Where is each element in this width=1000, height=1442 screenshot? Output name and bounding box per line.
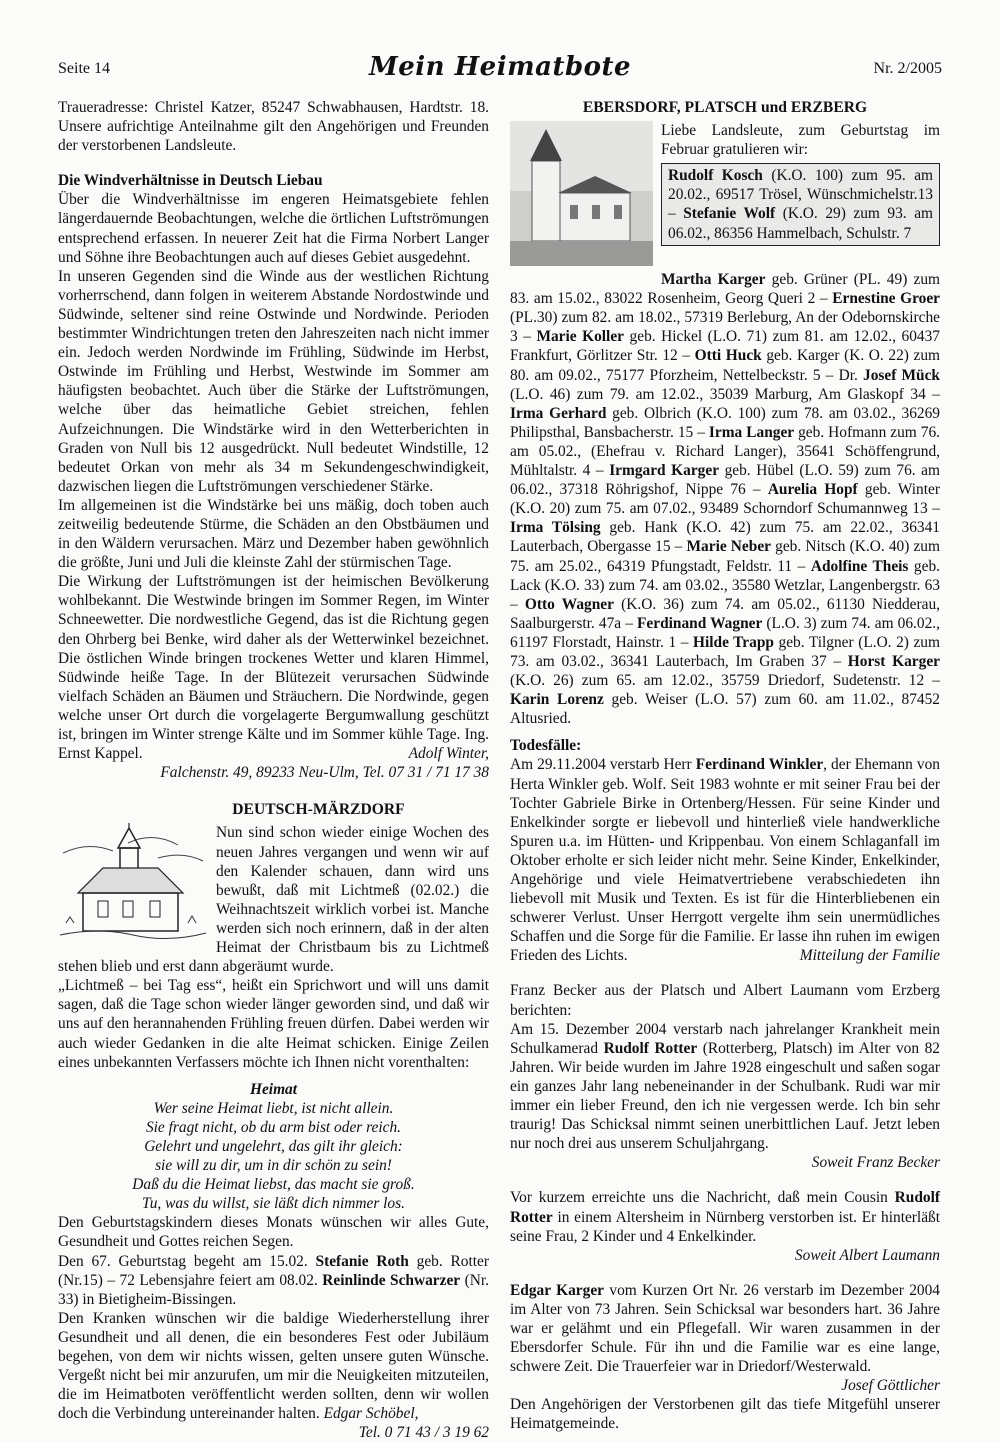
poem-line: Sie fragt nicht, ob du arm bist oder reich. xyxy=(145,1118,402,1136)
person-name: Josef Mück xyxy=(863,366,940,384)
wind-paragraph: In unseren Gegenden sind die Winde aus der westlichen Richtung vorherrschend, dann folgen in weiterem Abstande Nordostwinde und Südwinde, seltener sind reine Ostwinde und Nordwinde. Perioden bestimmter Windrichtungen treten den Jahreszeiten nach nicht immer ein. Jedoch werden Nordwinde im Frühling, Südwinde im Herbst, Ostwinde im Frühling und Herbst, Westwinde im Sommer am häufigsten beobachtet. Auch über die Stärke der Luftströmungen, welche über das heimatliche Gebiet streichen, fehlen Aufzeichnungen. Die Windstärke wird in den Wetterberichten in Graden von Null bis 12 ausgedrückt. Null bedeutet Windstille, 12 bedeutet Orkan von mehr als 34 m Sekundengeschwindigkeit, dazwischen liegen die Luftströmungen verschiedener Stärke. xyxy=(58,267,489,495)
person-name: Ferdinand Wagner xyxy=(637,614,763,632)
birthday-details: geb. Hofmann zum 76. am 05.02., (Ehefrau v. Richard Langer), 35641 Schöffengrund, Mühltalstr. 4 – xyxy=(510,423,940,480)
wind-paragraph: Im allgemeinen ist die Windstärke bei uns mäßig, doch toben auch zeitweilig bedeutende Stürme, die Schäden an den Obstbäumen und in den Wäldern verursachen. März und Dezember haben gewöhnlich die größte, Juni und Juli die kleinste Zahl der stürmischen Tage. xyxy=(58,496,489,572)
maerzdorf-paragraph: Den Kranken wünschen wir die baldige Wiederherstellung ihrer Gesundheit und all denen, die ein besonderes Fest oder Jubiläum begehen, von dem wir nichts wissen, gelten unsere guten Wünsche. Vergeßt nicht bei mir anzurufen, um mir die Neuigkeiten mitzuteilen, die im Heimatboten veröffentlicht werden sollten, denn wir wollen doch die Verbindung untereinander halten. Edgar Schöbel, xyxy=(58,1309,489,1423)
birthday-details: geb. Hank (K.O. 42) zum 75. am 22.02., 36341 Lauterbach, Obergasse 15 – xyxy=(510,519,940,556)
person-name: Marie Neber xyxy=(686,538,771,556)
death-notice-signature: Soweit Albert Laumann xyxy=(794,1246,940,1264)
person-name: Stefanie Roth xyxy=(315,1252,409,1270)
person-name: Rudolf Rotter xyxy=(603,1039,698,1057)
birthday-details: geb. Hübel (L.O. 59) zum 76. am 06.02., 37318 Röhrigshof, Nippe 76 – xyxy=(510,462,940,499)
person-name: Irma Langer xyxy=(708,423,795,441)
person-name: Martha Karger xyxy=(661,271,766,289)
church-photo-image xyxy=(510,121,653,266)
condolence-note: Den Angehörigen der Verstorbenen gilt das tiefe Mitgefühl unserer Heimatgemeinde. xyxy=(510,1396,940,1433)
church-sketch-image xyxy=(58,823,208,941)
birthday-details: geb. Karger (K. O. 22) zum 80. am 09.02., 75177 Pforzheim, Nettelbeckstr. 5 – Dr. xyxy=(510,347,940,384)
birthday-details: geb. Tilgner (L.O. 2) zum 73. am 03.02., 36341 Lauterbach, Im Graben 37 – xyxy=(510,633,940,670)
death-notice: Am 15. Dezember 2004 verstarb nach jahrelanger Krankheit mein Schulkamerad Rudolf Rotter (Rotterberg, Platsch) im Alter von 82 Jahren. Wir beide wurden im Jahre 1928 eingeschult und saßen sogar ein ganzes Jahr lang nebeneinander in der Schulbank. Rudi war mir immer ein lieber Freund, den ich nie vergessen werde. Ich bin sehr traurig! Das Schicksal nimmt seinen unerbittlichen Lauf. Jetzt leben nur noch drei aus unserem Schuljahrgang. xyxy=(510,1020,940,1153)
maerzdorf-paragraph: Nun sind schon wieder einige Wochen des neuen Jahres vergangen und wenn wir auf den Kalender schauen, dann wird uns bewußt, daß mit Lichtmeß (02.02.) die Weihnachtszeit wirklich vorbei ist. Manche werden sich noch erinnern, daß in der alten Heimat der Christbaum bis zu Lichtmeß stehen blieb und erst dann abgeräumt wurde. xyxy=(58,824,489,976)
issue-number: Nr. 2/2005 xyxy=(873,60,942,77)
poem-line: Daß du die Heimat liebst, das macht sie groß. xyxy=(132,1176,415,1194)
maerzdorf-paragraph: „Lichtmeß – bei Tag ess“, heißt ein Sprichwort und will uns damit sagen, daß die Tage schon wieder länger geworden sind, und daß wir uns auf den herannahenden Frühling freuen dürfen. Dabei werden wir auch wieder Gedanken in die alte Heimat schicken. Einige Zeilen eines unbekannten Verfassers möchte ich Ihnen nicht vorenthalten: xyxy=(58,977,489,1071)
person-name: Adolfine Theis xyxy=(810,557,909,575)
birthday-details: (K.O. 36) zum 74. am 05.02., 61130 Niedderau, Saalburgerstr. 47a – xyxy=(510,595,940,632)
person-name: Irmgard Karger xyxy=(609,462,720,480)
page-header xyxy=(58,52,942,92)
right-column xyxy=(510,98,940,1434)
person-name: Reinlinde Schwarzer xyxy=(322,1271,461,1289)
person-name: Edgar Karger xyxy=(510,1281,604,1299)
birthday-details: (K.O. 26) zum 65. am 12.02., 35759 Driedorf, Sudetenstr. 12 – xyxy=(510,672,940,690)
highlighted-birthday-box: Rudolf Kosch (K.O. 100) zum 95. am 20.02., 69517 Trösel, Wünschmichelstr.13 – Stefanie Wolf (K.O. 29) zum 93. am 06.02., 86356 Hammelbach, Schulstr. 7 xyxy=(661,163,940,245)
poem-line: Gelehrt und ungelehrt, das gilt ihr gleich: xyxy=(144,1137,403,1155)
person-name: Ferdinand Winkler xyxy=(695,756,824,774)
death-notice-signature: Mitteilung der Familie xyxy=(799,947,940,965)
death-notice: Vor kurzem erreichte uns die Nachricht, daß mein Cousin Rudolf Rotter in einem Altersheim in Nürnberg verstorben ist. Er hinterläßt seine Frau, 2 Kinder und 4 Enkelkinder. xyxy=(510,1189,940,1245)
birthday-details: geb. Winter (K.O. 20) zum 75. am 07.02., 93489 Schorndorf Schumannweg 13 – xyxy=(510,481,940,518)
person-name: Rudolf Rotter xyxy=(510,1189,940,1226)
poem-line: sie will zu dir, um in dir schön zu sein! xyxy=(155,1157,392,1175)
maerzdorf-signature-name: Edgar Schöbel, xyxy=(323,1405,419,1423)
person-name: Otti Huck xyxy=(694,347,762,365)
wind-paragraph: Über die Windverhältnisse im engeren Heimatsgebiete fehlen längerdauernde Beobachtungen, welche die örtlichen Luftströmungen entsprechend erfassen. In neuerer Zeit hat die Firma Norbert Langer und Söhne ihre Beobachtungen auch auf dieses Gebiet ausgedehnt. xyxy=(58,191,489,266)
person-name: Stefanie Wolf xyxy=(683,205,776,223)
death-notice-signature: Josef Göttlicher xyxy=(841,1377,940,1395)
masthead-logo: Mein Heimatbote xyxy=(368,52,632,82)
person-name: Rudolf Kosch xyxy=(668,167,763,185)
person-name: Hilde Trapp xyxy=(692,633,774,651)
wind-paragraph: Die Wirkung der Luftströmungen ist der heimischen Bevölkerung wohlbekannt. Die Westwinde bringen im Sommer Regen, im Winter Schneewetter. Die nordwestliche Gegend, das ist die Richtung gegen den Ohrberg bei Benke, wird daher als der Wetterwinkel bezeichnet. Die östlichen Winde bringen trockenes Wetter und klaren Himmel, Südwinde heiße Tage. In der Blütezeit verursachen Südwinde vielfach Schäden an Bäumen und Sträuchern. Die Nordwinde, gegen welche unser Ort durch die vorgelagerte Bergumwallung geschützt ist, bringen im Winter strenge Kälte und im Sommer kühle Tage. Ing. Ernst Kappel. xyxy=(58,573,489,763)
maerzdorf-paragraph: Den Geburtstagskindern dieses Monats wünschen wir alles Gute, Gesundheit und Gottes reichen Segen. xyxy=(58,1214,489,1251)
birthday-list xyxy=(510,270,940,728)
poem-title: Heimat xyxy=(249,1080,298,1098)
person-name: Irma Tölsing xyxy=(510,519,601,537)
maerzdorf-signature-phone: Tel. 0 71 43 / 3 19 62 xyxy=(358,1424,489,1442)
person-name: Aurelia Hopf xyxy=(767,481,858,499)
wind-signature-name: Adolf Winter, xyxy=(408,745,489,763)
person-name: Marie Koller xyxy=(536,328,625,346)
death-notice-intro: Franz Becker aus der Platsch und Albert Laumann vom Erzberg berichten: xyxy=(510,982,940,1019)
birthday-details: geb. Hickel (L.O. 71) zum 81. am 12.02., 60437 Frankfurt, Görlitzer Str. 12 – xyxy=(510,328,940,365)
death-notice-signature: Soweit Franz Becker xyxy=(811,1154,940,1172)
death-notice: Am 29.11.2004 verstarb Herr Ferdinand Winkler, der Ehemann von Herta Winkler geb. Wolf. Seit 1983 wohnte er mit seiner Frau bei der Tochter Gabriele Birke in Ortenberg/Hessen. Für seine Kinder und Enkelkinder sorgte er liebevoll und hinterließ viele handwerkliche Spuren u.a. im Hütten- und Krippenbau. Von einem Schlaganfall im Oktober erholte er sich leider nicht mehr. Seine Kinder, Enkelkinder, Angehörige und viele Heimatvertriebene verabschiedeten ihn liebevoll mit Musik und Texten. Es ist für die Hinterbliebenen ein schwerer Verlust. Unser Herrgott vergelte ihm sein unermüdliches Schaffen und die Sorge für die Familie. Er lasse ihn ruhen im ewigen Frieden des Lichts. Mitteilung der Familie xyxy=(510,756,940,965)
birthday-details: (L.O. 46) zum 79. am 12.02., 35039 Marburg, Am Glaskopf 34 – xyxy=(510,385,940,403)
deaths-heading: Todesfälle: xyxy=(510,737,582,755)
page-number: Seite 14 xyxy=(58,60,110,77)
birthday-details: (L.O. 3) zum 74. am 06.02., 61197 Florstadt, Hainstr. 1 – xyxy=(510,614,940,651)
person-name: Otto Wagner xyxy=(524,595,614,613)
birthday-details: geb. Weiser (L.O. 57) zum 60. am 11.02., 87452 Altusried. xyxy=(510,691,941,728)
wind-signature-address: Falchenstr. 49, 89233 Neu-Ulm, Tel. 07 31 / 71 17 38 xyxy=(160,764,489,782)
left-column xyxy=(58,98,489,1442)
section-title-ebersdorf: EBERSDORF, PLATSCH und ERZBERG xyxy=(582,99,868,116)
person-name: Irma Gerhard xyxy=(510,404,607,422)
mourning-address: Traueradresse: Christel Katzer, 85247 Schwabhausen, Hardtstr. 18. Unsere aufrichtige Anteilnahme gilt den Angehörigen und Freunden der verstorbenen Landsleute. xyxy=(58,99,489,155)
person-name: Horst Karger xyxy=(847,652,940,670)
ebersdorf-intro: Liebe Landsleute, zum Geburtstag im Februar gratulieren wir: xyxy=(661,122,940,159)
maerzdorf-birthdays: Den 67. Geburtstag begeht am 15.02. Stefanie Roth geb. Rotter (Nr.15) – 72 Lebensjahre feiert am 08.02. Reinlinde Schwarzer (Nr. 33) in Bietigheim-Bissingen. xyxy=(58,1252,489,1308)
birthday-details: geb. Nitsch (K.O. 40) zum 75. am 25.02., 64319 Pfungstadt, Feldstr. 11 – xyxy=(510,538,940,575)
death-notice: Edgar Karger vom Kurzen Ort Nr. 26 verstarb im Dezember 2004 im Alter von 73 Jahren. Sein Schicksal war besonders hart. 36 Jahre war er gelähmt und ein Pflegefall. Wir waren zusammen in der Ebersdorfer Schule. Für ihn und die Familie war es eine lange, schwere Zeit. Die Trauerfeier war in Driedorf/Westerwald. xyxy=(510,1281,940,1376)
person-name: Karin Lorenz xyxy=(510,691,604,709)
birthday-details: geb. Grüner (PL. 49) zum 83. am 15.02., 83022 Rosenheim, Georg Queri 2 – xyxy=(510,271,941,308)
poem-line: Wer seine Heimat liebt, ist nicht allein. xyxy=(153,1099,394,1117)
wind-heading: Die Windverhältnisse in Deutsch Liebau xyxy=(58,172,323,190)
section-title-deutsch-maerzdorf: DEUTSCH-MÄRZDORF xyxy=(232,801,405,819)
poem-line: Tu, was du willst, sie läßt dich nimmer los. xyxy=(142,1195,405,1213)
person-name: Ernestine Groer xyxy=(832,290,940,308)
birthday-details: (PL.30) zum 82. am 18.02., 57319 Berleburg, An der Odebornskirche 3 – xyxy=(510,309,940,346)
birthday-details: geb. Olbrich (K.O. 100) zum 78. am 03.02., 36269 Philipsthal, Bansbacherstr. 15 – xyxy=(510,404,940,441)
birthday-details: geb. Lack (K.O. 33) zum 74. am 03.02., 35580 Wetzlar, Langenbergstr. 63 – xyxy=(510,557,940,613)
